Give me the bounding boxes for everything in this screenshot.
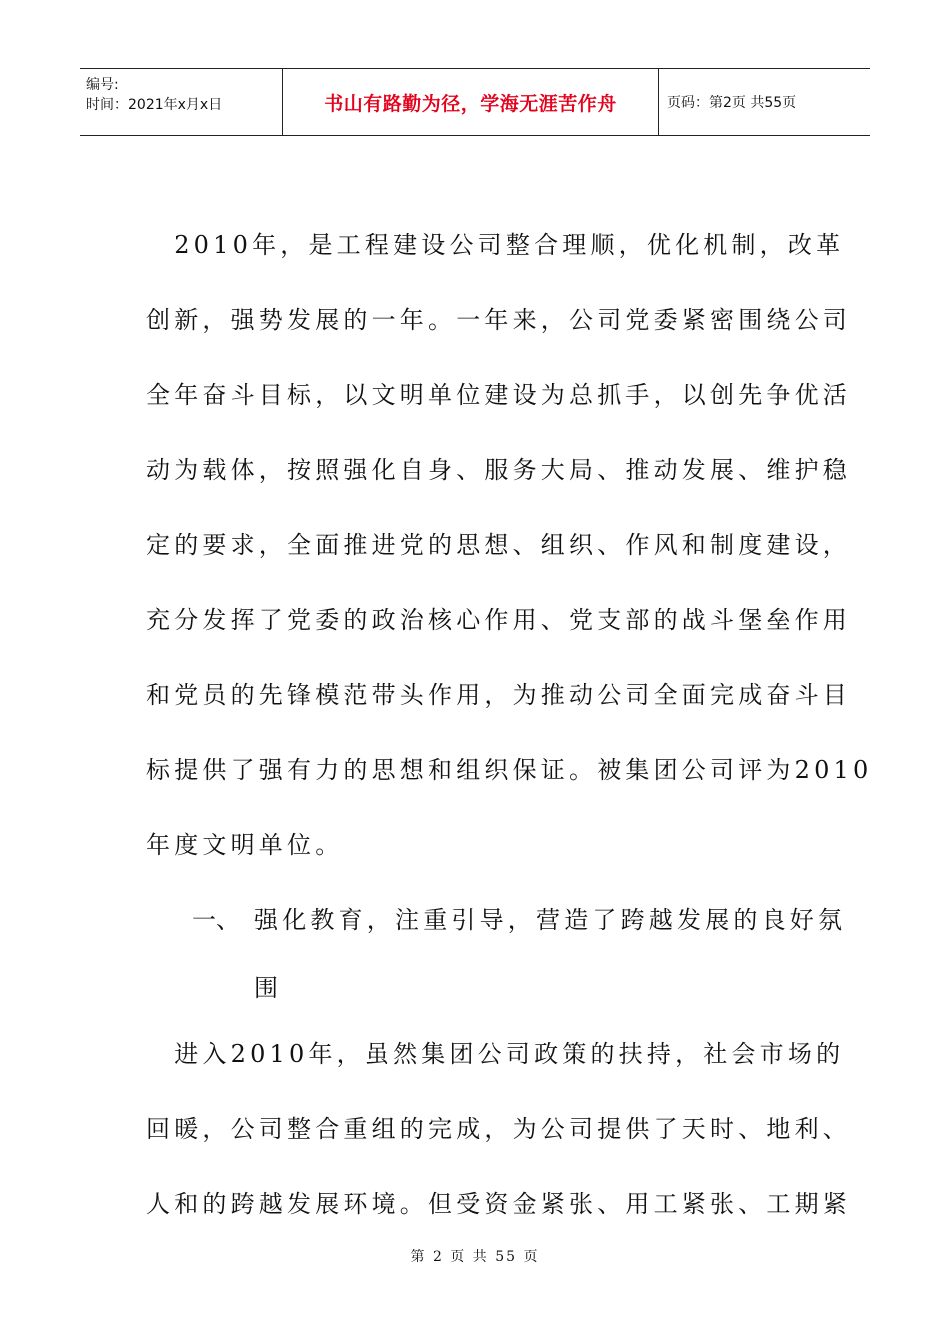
page-footer: 第 2 页 共 55 页 — [410, 1249, 540, 1265]
paragraph-line: 人和的跨越发展环境。但受资金紧张、用工紧张、工期紧 — [146, 1190, 851, 1218]
section-heading-text-continued: 围 — [254, 974, 283, 1002]
paragraph-line: 定的要求，全面推进党的思想、组织、作风和制度建设， — [146, 531, 851, 559]
header-page-info: 页码：第2页 共55页 — [667, 95, 797, 111]
section-heading-number: 一、 — [192, 906, 240, 934]
paragraph-line: 2010年，是工程建设公司整合理顺，优化机制，改革 — [146, 231, 845, 259]
paragraph-line: 标提供了强有力的思想和组织保证。被集团公司评为2010 — [146, 756, 873, 784]
paragraph-line: 回暖，公司整合重组的完成，为公司提供了天时、地利、 — [146, 1115, 851, 1143]
section-heading-text: 强化教育，注重引导，营造了跨越发展的良好氛 — [254, 906, 847, 934]
paragraph-line: 充分发挥了党委的政治核心作用、党支部的战斗堡垒作用 — [146, 606, 851, 634]
paragraph-line: 动为载体，按照强化自身、服务大局、推动发展、维护稳 — [146, 456, 851, 484]
document-number-label: 编号: — [86, 77, 119, 93]
paragraph-line: 进入2010年，虽然集团公司政策的扶持，社会市场的 — [146, 1040, 845, 1068]
paragraph-line: 年度文明单位。 — [146, 831, 344, 859]
header-meta — [80, 69, 283, 135]
document-header — [80, 68, 870, 136]
paragraph-line: 全年奋斗目标，以文明单位建设为总抓手，以创先争优活 — [146, 381, 851, 409]
header-motto: 书山有路勤为径，学海无涯苦作舟 — [283, 69, 659, 135]
paragraph-line: 创新，强势发展的一年。一年来，公司党委紧密围绕公司 — [146, 306, 851, 334]
document-date-label: 时间：2021年x月x日 — [86, 97, 223, 113]
paragraph-line: 和党员的先锋模范带头作用，为推动公司全面完成奋斗目 — [146, 681, 851, 709]
